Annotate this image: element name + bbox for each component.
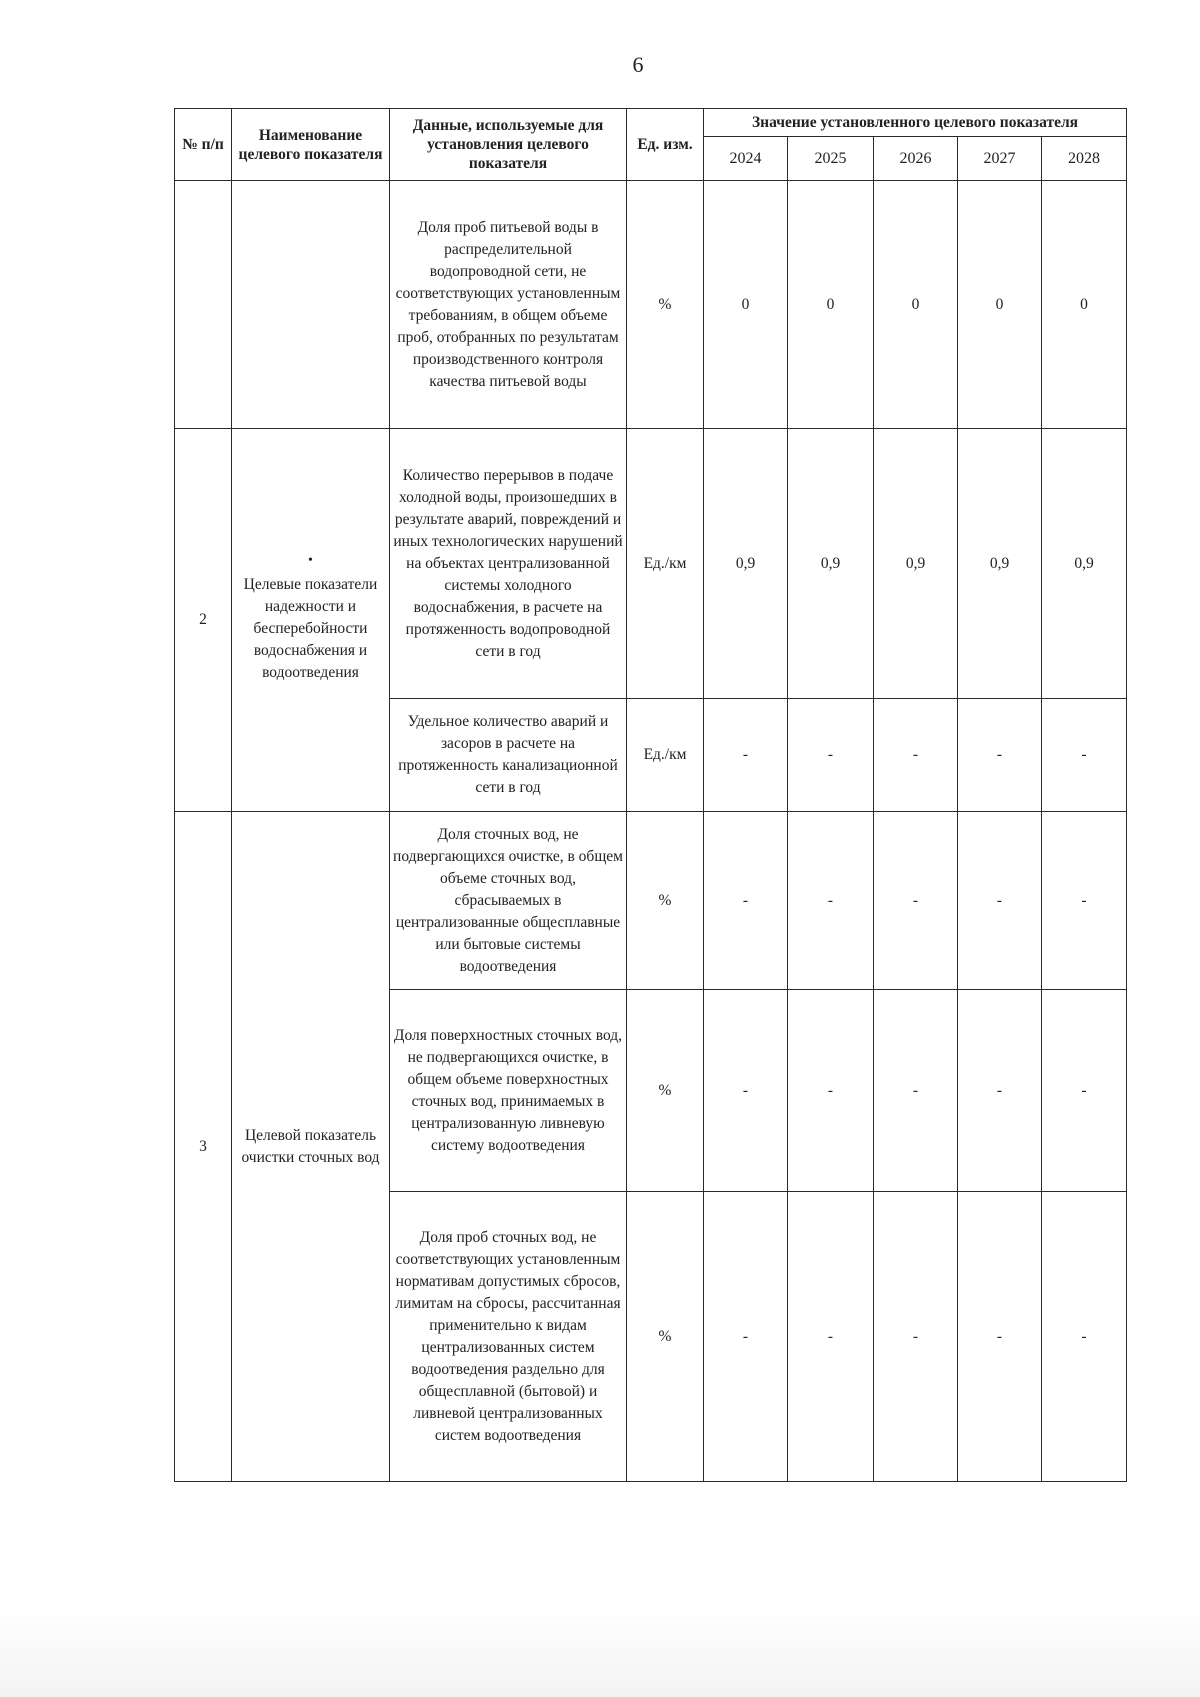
header-name: Наименование целевого показателя (232, 109, 390, 181)
cell-value: - (958, 1192, 1042, 1482)
cell-desc: Доля сточных вод, не подвергающихся очистке, в общем объеме сточных вод, сбрасываемых в централизованные общесплавные или бытовые системы водоотведения (390, 812, 627, 990)
cell-value: 0 (1042, 181, 1127, 429)
table-row (175, 429, 1127, 699)
cell-value: - (958, 990, 1042, 1192)
cell-value: - (1042, 812, 1127, 990)
cell-value: 0,9 (1042, 429, 1127, 699)
cell-unit: % (627, 181, 704, 429)
cell-value: 0,9 (704, 429, 788, 699)
cell-value: - (1042, 699, 1127, 812)
cell-value: - (958, 699, 1042, 812)
header-data: Данные, используемые для установления целевого показателя (390, 109, 627, 181)
cell-value: - (788, 1192, 874, 1482)
table-row (175, 812, 1127, 990)
cell-value: - (1042, 990, 1127, 1192)
page-number: 6 (632, 52, 644, 77)
cell-value: - (874, 812, 958, 990)
header-year: 2027 (958, 137, 1042, 181)
cell-value: 0,9 (788, 429, 874, 699)
stray-mark: • (308, 553, 313, 568)
cell-value: - (704, 699, 788, 812)
cell-value: 0 (958, 181, 1042, 429)
cell-value: - (788, 812, 874, 990)
cell-unit: % (627, 990, 704, 1192)
cell-value: - (874, 699, 958, 812)
cell-unit: % (627, 812, 704, 990)
cell-value: - (704, 1192, 788, 1482)
cell-desc: Доля поверхностных сточных вод, не подвергающихся очистке, в общем объеме поверхностных сточных вод, принимаемых в централизованную ливневую систему водоотведения (390, 990, 627, 1192)
cell-group-num: 3 (175, 812, 232, 1482)
header-year: 2028 (1042, 137, 1127, 181)
header-year: 2025 (788, 137, 874, 181)
cell-value: - (1042, 1192, 1127, 1482)
cell-group-name (232, 429, 390, 812)
cell-group-name: Целевой показатель очистки сточных вод (232, 812, 390, 1482)
cell-value: 0 (874, 181, 958, 429)
cell-name-empty (232, 181, 390, 429)
cell-unit: Ед./км (627, 429, 704, 699)
cell-desc: Количество перерывов в подаче холодной воды, произошедших в результате аварий, повреждений и иных технологических нарушений на объектах централизованной системы холодного водоснабжения, в расчете на протяженность водопроводной сети в год (390, 429, 627, 699)
cell-value: - (704, 990, 788, 1192)
cell-value: - (788, 990, 874, 1192)
header-year: 2024 (704, 137, 788, 181)
header-value-group: Значение установленного целевого показателя (704, 109, 1127, 137)
cell-value: - (704, 812, 788, 990)
cell-value: - (958, 812, 1042, 990)
cell-value: 0,9 (958, 429, 1042, 699)
header-num: № п/п (175, 109, 232, 181)
scan-shadow (0, 1607, 1200, 1697)
header-unit: Ед. изм. (627, 109, 704, 181)
header-year: 2026 (874, 137, 958, 181)
cell-unit: % (627, 1192, 704, 1482)
table-row (175, 181, 1127, 429)
cell-value: - (874, 1192, 958, 1482)
cell-value: 0,9 (874, 429, 958, 699)
group-name-text: Целевые показатели надежности и бесперебойности водоснабжения и водоотведения (243, 576, 378, 681)
cell-group-num: 2 (175, 429, 232, 812)
cell-value: - (874, 990, 958, 1192)
cell-desc: Удельное количество аварий и засоров в расчете на протяженность канализационной сети в год (390, 699, 627, 812)
cell-unit: Ед./км (627, 699, 704, 812)
target-indicators-table (174, 108, 1127, 1482)
cell-desc: Доля проб питьевой воды в распределительной водопроводной сети, не соответствующих установленным требованиям, в общем объеме проб, отобранных по результатам производственного контроля качества питьевой воды (390, 181, 627, 429)
cell-num-empty (175, 181, 232, 429)
cell-desc: Доля проб сточных вод, не соответствующих установленным нормативам допустимых сбросов, лимитам на сбросы, рассчитанная применительно к видам централизованных систем водоотведения раздельно для общесплавной (бытовой) и ливневой централизованных систем водоотведения (390, 1192, 627, 1482)
cell-value: 0 (704, 181, 788, 429)
cell-value: 0 (788, 181, 874, 429)
cell-value: - (788, 699, 874, 812)
